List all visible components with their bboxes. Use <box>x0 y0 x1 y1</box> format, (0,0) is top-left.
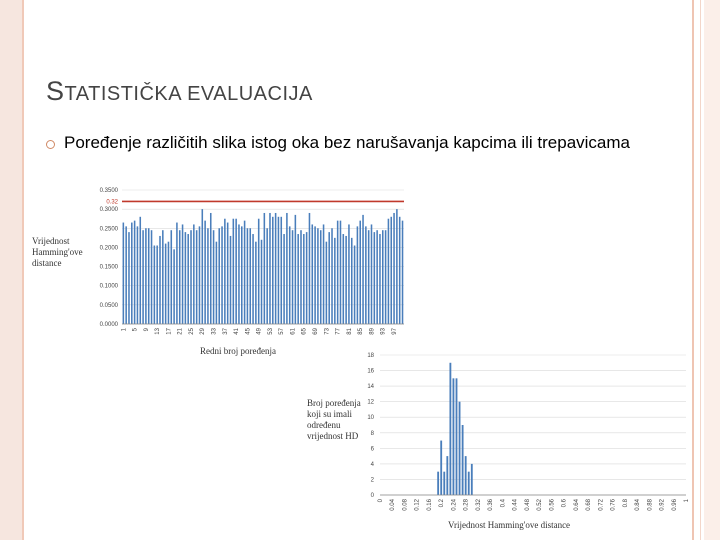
left-border-strip <box>0 0 22 540</box>
bullet-text: Poređenje različitih slika istog oka bez narušavanja kapcima ili trepavicama <box>64 133 630 152</box>
bar <box>359 221 361 324</box>
slide-title <box>46 76 313 107</box>
y-tick-label: 0.3500 <box>99 188 118 194</box>
bar <box>382 230 384 324</box>
x-tick-label: 0.56 <box>549 499 556 511</box>
bar <box>207 228 209 324</box>
bar <box>331 228 333 324</box>
x-tick-label: 0.8 <box>622 499 629 508</box>
bar <box>334 238 336 324</box>
x-tick-label: 0.76 <box>610 499 617 511</box>
bar <box>328 232 330 324</box>
bar <box>292 230 294 324</box>
y-tick-label: 16 <box>367 368 374 375</box>
bar <box>345 236 347 324</box>
x-tick-label: 57 <box>279 328 286 335</box>
x-tick-label: 0.16 <box>426 499 433 511</box>
bar <box>465 456 467 495</box>
bar <box>193 224 195 324</box>
chart2-ylabel-line: vrijednost HD <box>307 431 359 441</box>
right-border-strip <box>704 0 720 540</box>
x-tick-label: 0.88 <box>647 499 654 511</box>
x-tick-label: 0.24 <box>451 499 458 511</box>
x-tick-label: 0.28 <box>463 499 470 511</box>
bar <box>354 246 356 324</box>
bar <box>348 224 350 324</box>
bar <box>289 226 291 324</box>
x-tick-label: 89 <box>369 328 376 335</box>
bar <box>213 230 215 324</box>
bar <box>173 249 175 324</box>
bar <box>471 464 473 495</box>
bar <box>210 213 212 324</box>
x-tick-label: 0.72 <box>598 499 605 511</box>
x-tick-label: 33 <box>211 328 218 335</box>
bar <box>137 226 139 324</box>
x-tick-label: 9 <box>143 328 150 332</box>
bar <box>216 242 218 324</box>
x-tick-label: 0.08 <box>402 499 409 511</box>
bar <box>162 230 164 324</box>
y-tick-label: 14 <box>367 384 374 391</box>
bar <box>238 224 240 324</box>
y-tick-label: 12 <box>367 399 374 406</box>
bar <box>351 238 353 324</box>
bar <box>368 230 370 324</box>
hamming-distance-bar-chart <box>86 185 408 345</box>
x-tick-label: 1 <box>684 499 690 503</box>
bar <box>456 378 458 495</box>
bar <box>286 213 288 324</box>
bar <box>385 230 387 324</box>
bar <box>249 228 251 324</box>
bar <box>255 242 257 324</box>
bar <box>343 234 345 324</box>
chart1-xlabel: Redni broj poređenja <box>200 346 276 356</box>
bar <box>399 217 401 324</box>
x-tick-label: 0.84 <box>635 499 642 511</box>
y-tick-label: 0.0000 <box>99 322 118 328</box>
y-tick-label: 18 <box>367 353 374 359</box>
x-tick-label: 0 <box>378 499 384 503</box>
bar <box>337 221 339 324</box>
bar <box>278 217 280 324</box>
bar <box>151 230 153 324</box>
bar <box>187 234 189 324</box>
x-tick-label: 45 <box>245 328 252 335</box>
bar <box>258 219 260 324</box>
bar <box>280 217 282 324</box>
bar <box>202 209 204 324</box>
bar <box>374 232 376 324</box>
x-tick-label: 0.32 <box>475 499 482 511</box>
bar <box>312 224 314 324</box>
bar <box>128 232 130 324</box>
bar <box>168 242 170 324</box>
bar <box>218 228 220 324</box>
x-tick-label: 97 <box>391 328 398 335</box>
bar <box>306 232 308 324</box>
x-tick-label: 0.44 <box>512 499 519 511</box>
y-tick-label: 0 <box>370 493 374 499</box>
x-tick-label: 85 <box>358 328 365 335</box>
x-tick-label: 53 <box>267 328 274 335</box>
x-tick-label: 29 <box>200 328 207 335</box>
slide-title-initial: S <box>46 76 65 106</box>
bar <box>275 213 277 324</box>
x-tick-label: 0.36 <box>488 499 495 511</box>
bar <box>326 242 328 324</box>
bar <box>272 217 274 324</box>
x-tick-label: 0.64 <box>573 499 580 511</box>
bar <box>340 221 342 324</box>
bar <box>390 217 392 324</box>
chart2-ylabel-line: koji su imali <box>307 409 352 419</box>
bar <box>176 223 178 324</box>
bar <box>459 402 461 495</box>
bar <box>320 230 322 324</box>
bar <box>199 226 201 324</box>
bar <box>233 219 235 324</box>
x-tick-label: 13 <box>155 328 162 335</box>
y-tick-label: 0.2000 <box>99 245 118 252</box>
y-tick-label: 4 <box>370 461 374 468</box>
x-tick-label: 49 <box>256 328 263 335</box>
y-tick-label: 8 <box>370 430 374 437</box>
bar <box>468 472 470 495</box>
bar <box>303 234 305 324</box>
x-tick-label: 41 <box>234 328 241 335</box>
bar <box>156 246 158 324</box>
bar <box>443 472 445 495</box>
bar <box>283 234 285 324</box>
x-tick-label: 37 <box>222 328 229 335</box>
slide-title-rest: TATISTIČKA EVALUACIJA <box>64 83 313 105</box>
bar <box>235 219 237 324</box>
bar <box>314 226 316 324</box>
bar <box>221 226 223 324</box>
y-tick-label: 10 <box>367 415 374 422</box>
x-tick-label: 0.96 <box>671 499 678 511</box>
chart1-ylabel-line: distance <box>32 258 62 268</box>
y-tick-label: 0.2500 <box>99 226 118 233</box>
bar <box>453 378 455 495</box>
bar <box>134 221 136 324</box>
bar <box>165 244 167 324</box>
bar <box>440 441 442 495</box>
x-tick-label: 0.6 <box>561 499 568 508</box>
bar <box>159 236 161 324</box>
x-tick-label: 81 <box>346 328 353 335</box>
x-tick-label: 17 <box>166 328 173 335</box>
bar <box>357 226 359 324</box>
x-tick-label: 0.68 <box>586 499 593 511</box>
hamming-distance-histogram <box>358 345 690 523</box>
bar <box>123 223 125 324</box>
threshold-label: 0.32 <box>106 199 118 206</box>
bar <box>142 230 144 324</box>
bar <box>196 230 198 324</box>
x-tick-label: 25 <box>188 328 195 335</box>
chart1-ylabel-line: Vrijednost <box>32 236 70 246</box>
bar <box>247 228 249 324</box>
bar <box>131 223 133 324</box>
bar <box>241 226 243 324</box>
bar <box>182 224 184 324</box>
bar <box>179 230 181 324</box>
bar <box>462 425 464 495</box>
bar <box>154 246 156 324</box>
chart2-xlabel: Vrijednost Hamming'ove distance <box>448 520 571 530</box>
x-tick-label: 69 <box>313 328 320 335</box>
x-tick-label: 5 <box>132 328 139 332</box>
x-tick-label: 0.4 <box>500 499 507 508</box>
x-tick-label: 1 <box>121 328 128 332</box>
bar <box>365 226 367 324</box>
bar <box>388 219 390 324</box>
bar <box>261 240 263 324</box>
bar <box>204 221 206 324</box>
chart2-ylabel-line: Broj poređenja <box>307 398 361 408</box>
bar <box>309 213 311 324</box>
x-tick-label: 0.04 <box>390 499 397 511</box>
bar <box>264 213 266 324</box>
x-tick-label: 61 <box>290 328 297 335</box>
bar <box>139 217 141 324</box>
bar <box>266 228 268 324</box>
bar <box>185 232 187 324</box>
bar <box>402 221 404 324</box>
y-tick-label: 2 <box>370 477 374 484</box>
y-tick-label: 0.0500 <box>99 302 118 309</box>
bar <box>190 230 192 324</box>
x-tick-label: 73 <box>324 328 331 335</box>
bar <box>230 236 232 324</box>
right-border-line-inner <box>700 0 701 540</box>
x-tick-label: 65 <box>301 328 308 335</box>
x-tick-label: 0.2 <box>439 499 446 508</box>
chart2-ylabel-line: određenu <box>307 420 341 430</box>
bar <box>244 221 246 324</box>
x-tick-label: 93 <box>380 328 387 335</box>
x-tick-label: 0.12 <box>414 499 421 511</box>
bar <box>295 215 297 324</box>
bar <box>362 215 364 324</box>
bar <box>171 230 173 324</box>
bar <box>323 224 325 324</box>
bar <box>437 472 439 495</box>
y-tick-label: 6 <box>370 446 374 453</box>
bar <box>125 226 127 324</box>
x-tick-label: 21 <box>177 328 184 335</box>
bar <box>300 230 302 324</box>
bar <box>396 209 398 324</box>
bar <box>393 213 395 324</box>
y-tick-label: 0.3000 <box>99 207 118 214</box>
bar <box>224 219 226 324</box>
x-tick-label: 0.48 <box>524 499 531 511</box>
left-border-line <box>22 0 24 540</box>
bar <box>449 363 451 495</box>
bar <box>446 456 448 495</box>
x-tick-label: 0.52 <box>537 499 544 511</box>
bar <box>145 228 147 324</box>
bar <box>269 213 271 324</box>
right-border-line <box>692 0 694 540</box>
y-tick-label: 0.1000 <box>99 283 118 290</box>
x-tick-label: 77 <box>335 328 342 335</box>
bar <box>297 234 299 324</box>
bar <box>227 223 229 324</box>
bar <box>317 228 319 324</box>
y-tick-label: 0.1500 <box>99 264 118 271</box>
bar <box>252 234 254 324</box>
x-tick-label: 0.92 <box>659 499 666 511</box>
bar <box>148 228 150 324</box>
chart1-ylabel-line: Hamming'ove <box>32 247 83 257</box>
chart1-ylabel <box>32 236 92 269</box>
bar <box>376 230 378 324</box>
bar <box>379 234 381 324</box>
bullet-circle-icon <box>46 140 55 149</box>
bar <box>371 224 373 324</box>
